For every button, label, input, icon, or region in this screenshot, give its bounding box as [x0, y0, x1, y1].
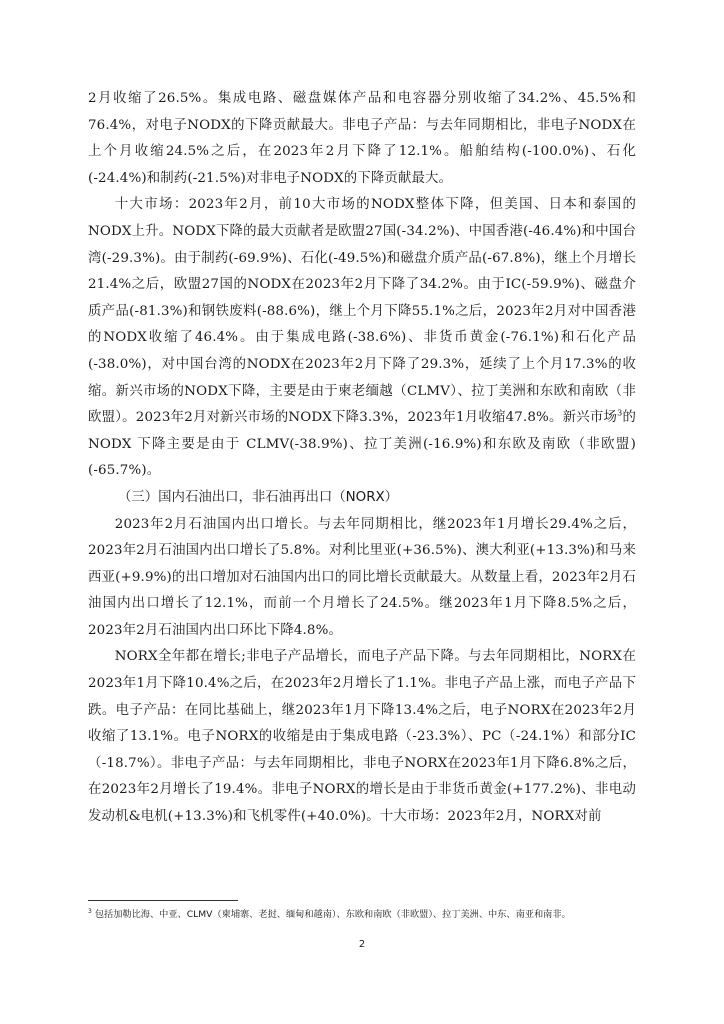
paragraph-norx: NORX全年都在增长;非电子产品增长，而电子产品下降。与去年同期相比，NORX在2023年1月下降10.4%之后，在2023年2月增长了1.1%。非电子产品上涨，而电子产品下跌。电子产品：在同比基础上，继2023年1月下降13.4%之后，电子NORX在2023年2月收缩了13.1%。电子NORX的收缩是由于集成电路（-23.3%）、PC（-24.1%）和部分IC（-18.7%）。非电子产品：与去年同期相比，非电子NORX在2023年1月下降6.8%之后，在2023年2月增长了19.4%。非电子NORX的增长是由于非货币黄金(+177.2%)、非电动发动机&电机(+13.3%)和飞机零件(+40.0%)。十大市场：2023年2月，NORX对前	[88, 649, 636, 825]
paragraph-top-ten-markets-text-end: 的 NODX 下降主要是由于 CLMV(-38.9%)、拉丁美洲(-16.9%)和东欧及南欧（非欧盟)(-65.7%)。	[88, 410, 636, 479]
paragraph-electronics-nodx: 2月收缩了26.5%。集成电路、磁盘媒体产品和电容器分别收缩了34.2%、45.5%和76.4%，对电子NODX的下降贡献最大。非电子产品：与去年同期相比，非电子NODX在上个月收缩24.5%之后，在2023年2月下降了12.1%。船舶结构(-100.0%)、石化(-24.4%)和制药(-21.5%)对非电子NODX的下降贡献最大。	[88, 91, 636, 186]
paragraph-top-ten-markets-text: 十大市场：2023年2月，前10大市场的NODX整体下降，但美国、日本和泰国的NODX上升。NODX下降的最大贡献者是欧盟27国(-34.2%)、中国香港(-46.4%)和中国台湾(-29.3%)。由于制药(-69.9%)、石化(-49.5%)和磁盘介质产品(-67.8%)，继上个月增长21.4%之后，欧盟27国的NODX在2023年2月下降了34.2%。由于IC(-59.9%)、磁盘介质产品(-81.3%)和钢铁废料(-88.6%)，继上个月下降55.1%之后，2023年2月对中国香港的NODX收缩了46.4%。由于集成电路(-38.6%)、非货币黄金(-76.1%)和石化产品(-38.0%)，对中国台湾的NODX在2023年2月下降了29.3%，延续了上个月17.3%的收缩。新兴市场的NODX下降，主要是由于柬老缅越（CLMV）、拉丁美洲和东欧和南欧（非欧盟）。2023年2月对新兴市场的NODX下降3.3%，2023年1月收缩47.8%。新兴市场	[88, 197, 636, 426]
footnote-text: 包括加勒比海、中亚、CLMV（柬埔寨、老挝、缅甸和越南）、东欧和南欧（非欧盟）、拉丁美洲、中东、南亚和南非。	[94, 909, 571, 920]
footnote-divider	[88, 900, 238, 901]
footnote-reference: 3	[617, 408, 623, 418]
paragraph-oil-domestic-exports: 2023年2月石油国内出口增长。与去年同期相比，继2023年1月增长29.4%之后，2023年2月石油国内出口增长了5.8%。对利比里亚(+36.5%)、澳大利亚(+13.3%)和马来西亚(+9.9%)的出口增加对石油国内出口的同比增长贡献最大。从数量上看，2023年2月石油国内出口增长了12.1%，而前一个月增长了24.5%。继2023年1月下降8.5%之后，2023年2月石油国内出口环比下降4.8%。	[88, 516, 636, 638]
section-heading: （三）国内石油出口，非石油再出口（NORX）	[118, 489, 399, 505]
page-number: 2	[358, 939, 366, 950]
body-text	[88, 86, 636, 831]
paragraph-top-ten-markets	[88, 192, 636, 485]
footnote	[88, 907, 636, 922]
footnote-mark: 3	[88, 907, 92, 915]
